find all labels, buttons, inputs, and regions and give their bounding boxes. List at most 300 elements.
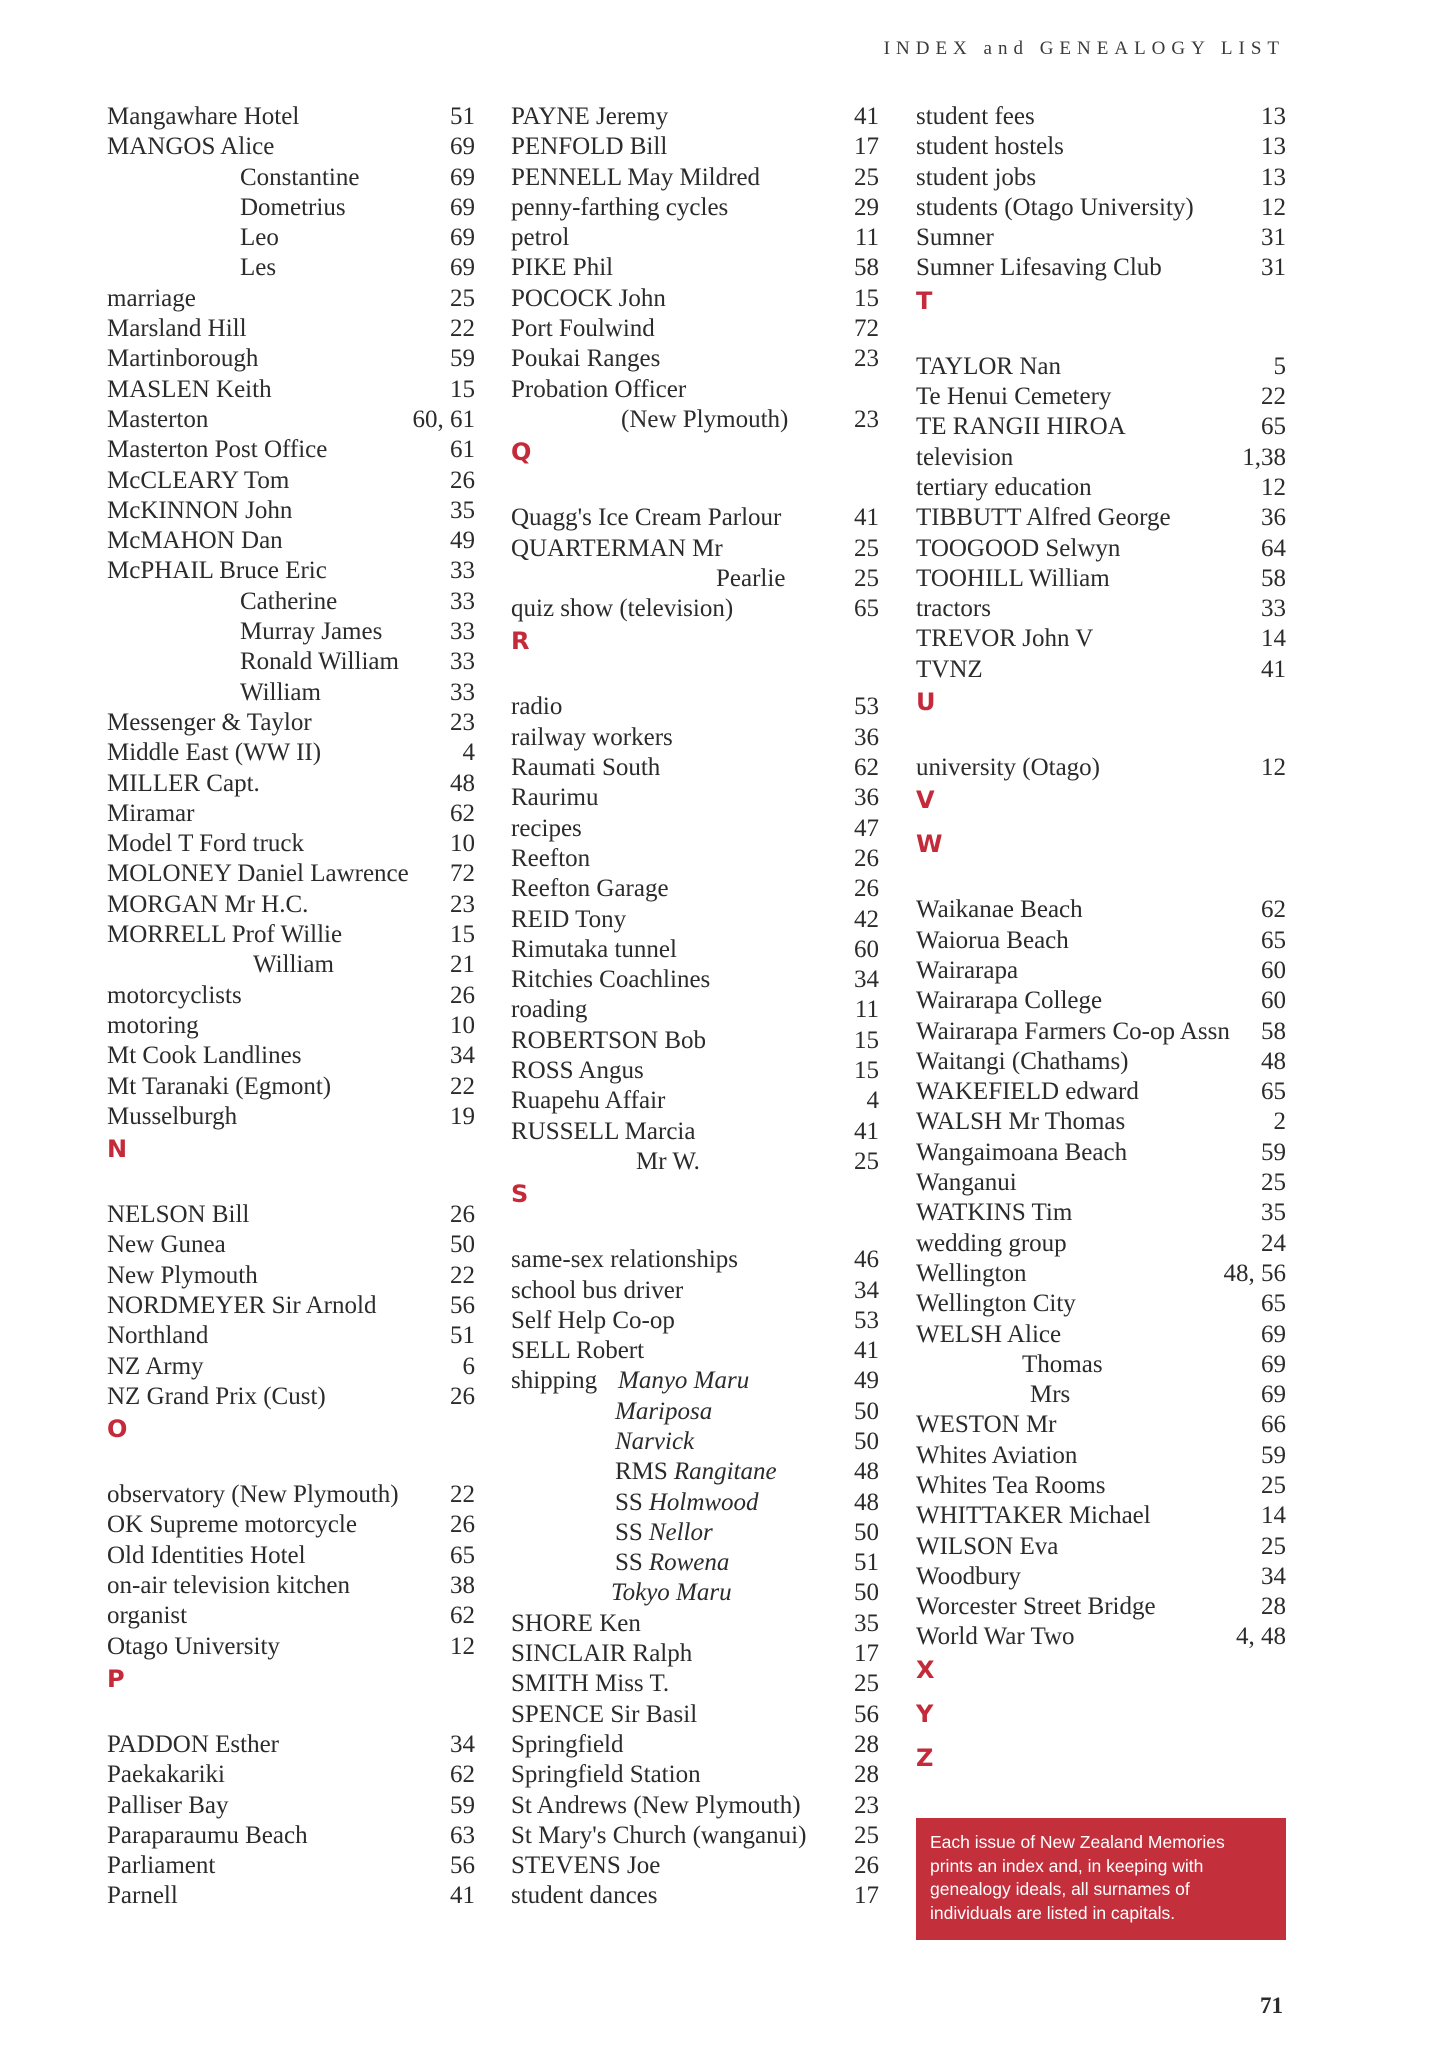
index-entry-pages: 58: [854, 254, 879, 282]
index-entry-term-text: student dances: [511, 1882, 658, 1910]
index-entry-term-text: wedding group: [916, 1229, 1067, 1257]
index-entry-term-text: Murray James: [240, 618, 383, 646]
index-entry-pages: 50: [450, 1231, 475, 1259]
index-entry-pages: 51: [854, 1549, 879, 1577]
index-entry-pages: 51: [450, 1322, 475, 1350]
index-entry-term: [107, 1291, 376, 1321]
index-entry-term: [107, 738, 321, 768]
index-entry-term: [916, 1107, 1125, 1137]
index-entry: [916, 503, 1286, 533]
index-entry-term-text: Mangawhare Hotel: [107, 103, 300, 130]
index-entry: [916, 594, 1286, 624]
index-entry: [511, 375, 879, 405]
ship-name: Mariposa: [615, 1397, 713, 1425]
index-entry-term-text: motoring: [107, 1011, 199, 1039]
index-entry-term: [107, 1571, 350, 1601]
index-entry-pages: 66: [1261, 1411, 1286, 1439]
index-entry-term: [916, 412, 1126, 442]
index-entry-pages: 4, 48: [1236, 1623, 1286, 1651]
index-entry-term: [916, 895, 1083, 925]
index-entry-term: [916, 1622, 1075, 1652]
index-entry-term-text: World War Two: [916, 1623, 1075, 1651]
index-entry-term-text: Middle East (WW II): [107, 739, 322, 767]
index-entry-term: [511, 594, 733, 624]
index-entry-term: [916, 473, 1092, 503]
index-entry-term: [107, 981, 242, 1011]
index-entry-pages: 26: [854, 875, 879, 903]
index-entry: [916, 926, 1286, 956]
index-entry-term: [511, 1336, 644, 1366]
index-entry: [107, 859, 475, 889]
index-entry: [916, 1320, 1286, 1350]
index-entry-term-text: Waiorua Beach: [916, 926, 1069, 954]
index-entry-pages: 72: [450, 860, 475, 888]
index-entry-pages: 64: [1261, 534, 1286, 562]
index-entry-term: [916, 1198, 1072, 1228]
index-entry: [107, 1851, 475, 1881]
index-entry: [107, 1291, 475, 1321]
index-entry: [511, 1366, 879, 1396]
letter-heading-text: Z: [916, 1743, 934, 1772]
index-entry-term-text: Old Identities Hotel: [107, 1541, 306, 1569]
index-entry: [511, 1609, 879, 1639]
index-entry-pages: 62: [450, 799, 475, 827]
index-entry-term-text: Wellington: [916, 1259, 1027, 1287]
index-entry-term-text: TE RANGII HIROA: [916, 413, 1126, 441]
index-entry-pages: 65: [854, 595, 879, 623]
index-entry-term-text: student fees: [916, 103, 1035, 130]
index-entry-pages: 23: [450, 890, 475, 918]
index-entry-pages: 11: [854, 224, 879, 252]
index-entry-pages: 25: [854, 163, 879, 191]
index-entry-pages: 65: [1261, 1078, 1286, 1106]
index-entry-term: [916, 193, 1194, 223]
index-entry: [511, 1147, 879, 1177]
index-entry-term: [107, 1230, 226, 1260]
index-entry: [107, 1541, 475, 1571]
index-entry: [511, 1851, 879, 1881]
index-entry: [107, 920, 475, 950]
index-entry-pages: 28: [1261, 1593, 1286, 1621]
ship-name: Holmwood: [648, 1488, 759, 1516]
index-entry-term-text: Poukai Ranges: [511, 345, 661, 373]
index-entry-term: [107, 132, 274, 162]
letter-heading-text: T: [916, 286, 933, 315]
index-entry-term-text: ROSS Angus: [511, 1057, 644, 1085]
letter-heading-text: W: [916, 830, 943, 859]
index-entry-term-text: NZ Grand Prix (Cust): [107, 1382, 326, 1410]
index-entry: [916, 1107, 1286, 1137]
index-entry-pages: 33: [1261, 595, 1286, 623]
index-entry-pages: 50: [854, 1518, 879, 1546]
index-entry-term: [916, 753, 1100, 783]
index-entry: [916, 895, 1286, 925]
index-entry-term-text: Waikanae Beach: [916, 896, 1083, 924]
index-entry-term: [916, 132, 1064, 162]
index-entry-term-text: MORGAN Mr H.C.: [107, 890, 309, 918]
index-entry-term: [253, 950, 334, 980]
index-entry-term-text: same-sex relationships: [511, 1246, 739, 1274]
index-entry-pages: 12: [450, 1632, 475, 1660]
index-entry-term-text: Sumner: [916, 224, 994, 252]
index-entry-term-text: TVNZ: [916, 655, 983, 683]
index-entry: [107, 375, 475, 405]
index-entry: [916, 1410, 1286, 1440]
index-entry-term: [916, 1320, 1061, 1350]
index-entry-term: [916, 624, 1093, 654]
letter-heading: [916, 783, 1286, 827]
index-entry-term-text: ROBERTSON Bob: [511, 1026, 707, 1054]
index-entry-term-text: observatory (New Plymouth): [107, 1481, 399, 1509]
index-entry-term: [511, 1117, 695, 1147]
index-entry-term-text: NORDMEYER Sir Arnold: [107, 1291, 377, 1319]
index-entry: [511, 1700, 879, 1730]
letter-heading-text: P: [107, 1664, 125, 1693]
index-entry-term: [511, 783, 599, 813]
index-entry: [916, 1532, 1286, 1562]
index-entry-term-text: Te Henui Cemetery: [916, 383, 1112, 411]
index-entry: [511, 905, 879, 935]
spacer: [511, 479, 879, 503]
index-entry-term-text: Reefton Garage: [511, 875, 669, 903]
index-entry-pages: 62: [450, 1761, 475, 1789]
index-entry-term-text: WELSH Alice: [916, 1320, 1062, 1348]
letter-heading: [511, 435, 879, 479]
index-entry: [107, 981, 475, 1011]
index-entry-term-text: penny-farthing cycles: [511, 193, 729, 221]
index-entry-pages: 13: [1261, 163, 1286, 191]
index-entry: [511, 1578, 879, 1608]
index-entry: [511, 844, 879, 874]
index-entry: [107, 769, 475, 799]
index-entry-term: [511, 1881, 657, 1911]
index-entry: [511, 1276, 879, 1306]
spacer: [511, 1221, 879, 1245]
index-entry-pages: 58: [1261, 564, 1286, 592]
index-entry-term: [511, 965, 710, 995]
index-entry-pages: 47: [854, 814, 879, 842]
index-entry: [107, 314, 475, 344]
index-entry: [511, 193, 879, 223]
index-entry-pages: 59: [450, 345, 475, 373]
index-entry-pages: 34: [854, 1276, 879, 1304]
index-entry-term-text: Whites Tea Rooms: [916, 1471, 1106, 1499]
index-entry-term-text: Self Help Co-op: [511, 1306, 675, 1334]
index-entry-term: [511, 1669, 669, 1699]
index-entry-term: [107, 1480, 399, 1510]
index-entry-term: [511, 163, 760, 193]
index-entry-pages: 69: [450, 163, 475, 191]
index-entry-pages: 51: [450, 103, 475, 130]
index-entry-pages: 22: [450, 1481, 475, 1509]
index-entry: [511, 594, 879, 624]
index-entry-term-text: STEVENS Joe: [511, 1852, 661, 1880]
index-entry-pages: 36: [854, 784, 879, 812]
index-entry-term: [511, 1760, 701, 1790]
index-entry: [511, 163, 879, 193]
index-entry-term-text: Catherine: [240, 587, 338, 615]
index-entry-term: [107, 1541, 306, 1571]
index-column-3: [916, 102, 1286, 1785]
index-entry-term-text: Pearlie: [716, 564, 786, 592]
index-entry-pages: 56: [450, 1291, 475, 1319]
letter-heading-text: Y: [916, 1699, 934, 1728]
index-entry-pages: 22: [450, 1072, 475, 1100]
index-entry-term: [107, 1601, 187, 1631]
index-entry-term: [916, 534, 1120, 564]
index-entry-term: [107, 496, 292, 526]
index-entry: [107, 1632, 475, 1662]
index-entry: [107, 587, 475, 617]
index-entry: [511, 314, 879, 344]
index-entry: [107, 102, 475, 132]
index-entry-term: [916, 1501, 1151, 1531]
spacer: [107, 1456, 475, 1480]
index-entry-term: [916, 1410, 1057, 1440]
index-entry-pages: 14: [1261, 1502, 1286, 1530]
ship-name: Rangitane: [673, 1458, 777, 1486]
index-entry-term-text: Wangaimoana Beach: [916, 1138, 1128, 1166]
index-entry-term: [615, 1488, 759, 1518]
index-entry: [107, 284, 475, 314]
spacer: [916, 729, 1286, 753]
index-entry-pages: 36: [1261, 504, 1286, 532]
index-entry-pages: 15: [450, 921, 475, 949]
index-entry-pages: 33: [450, 618, 475, 646]
index-entry: [511, 223, 879, 253]
index-entry: [511, 1117, 879, 1147]
index-entry-term-text: SS: [615, 1488, 643, 1516]
index-entry: [511, 1245, 879, 1275]
letter-heading: [916, 1741, 1286, 1785]
index-entry-pages: 15: [854, 1026, 879, 1054]
ship-name: Narvick: [615, 1427, 695, 1455]
index-entry-term-text: Whites Aviation: [916, 1441, 1078, 1469]
index-entry: [107, 253, 475, 283]
index-entry: [916, 1592, 1286, 1622]
index-entry-pages: 59: [450, 1791, 475, 1819]
index-entry-term: [916, 443, 1013, 473]
index-entry-term-text: WILSON Eva: [916, 1532, 1059, 1560]
index-entry-term: [107, 1382, 326, 1412]
index-entry-term-text: MANGOS Alice: [107, 133, 275, 161]
index-entry: [511, 935, 879, 965]
index-entry-pages: 6: [462, 1352, 475, 1380]
index-entry-pages: 25: [854, 1670, 879, 1698]
spacer: [511, 668, 879, 692]
index-entry-term: [916, 352, 1061, 382]
index-entry-pages: 35: [854, 1609, 879, 1637]
index-entry-term: [107, 1510, 357, 1540]
index-entry: [107, 1321, 475, 1351]
index-entry-term: [240, 647, 399, 677]
index-entry-term: [511, 844, 590, 874]
index-entry-term-text: Sumner Lifesaving Club: [916, 254, 1162, 282]
index-entry-term: [916, 1259, 1026, 1289]
index-entry-term-text: Mt Taranaki (Egmont): [107, 1072, 332, 1100]
index-entry-pages: 35: [1261, 1199, 1286, 1227]
index-entry-pages: 49: [854, 1367, 879, 1395]
index-entry-term: [240, 193, 346, 223]
index-entry-pages: 31: [1261, 224, 1286, 252]
index-entry: [107, 890, 475, 920]
index-entry-pages: 17: [854, 1882, 879, 1910]
index-entry-term-text: Palliser Bay: [107, 1791, 229, 1819]
index-entry-term: [107, 466, 289, 496]
index-entry-pages: 53: [854, 1306, 879, 1334]
index-entry-pages: 36: [854, 723, 879, 751]
index-entry-term: [916, 1441, 1077, 1471]
index-entry: [107, 556, 475, 586]
index-entry: [511, 1488, 879, 1518]
index-entry: [511, 874, 879, 904]
index-entry-term: [511, 253, 613, 283]
index-entry: [916, 1047, 1286, 1077]
index-entry-term-text: Paraparaumu Beach: [107, 1821, 308, 1849]
index-entry-term-text: shipping: [511, 1367, 598, 1395]
index-entry: [511, 1397, 879, 1427]
index-entry: [107, 799, 475, 829]
index-entry: [916, 564, 1286, 594]
index-entry: [107, 1571, 475, 1601]
index-entry-pages: 61: [450, 436, 475, 464]
index-entry-term: [511, 1086, 665, 1116]
index-entry-pages: 69: [450, 254, 475, 282]
index-entry: [511, 1639, 879, 1669]
letter-heading-text: R: [511, 627, 530, 656]
index-entry-term-text: marriage: [107, 284, 196, 312]
index-entry-term: [916, 1168, 1017, 1198]
index-entry-term-text: MILLER Capt.: [107, 769, 260, 797]
index-entry-pages: 65: [1261, 1290, 1286, 1318]
index-entry-term: [511, 1026, 706, 1056]
index-entry-term: [107, 859, 409, 889]
index-entry-pages: 63: [450, 1821, 475, 1849]
index-entry-pages: 12: [1261, 193, 1286, 221]
index-entry-term-text: school bus driver: [511, 1276, 684, 1304]
letter-heading-text: V: [916, 786, 935, 815]
index-entry-term: [511, 193, 728, 223]
index-entry-pages: 69: [450, 224, 475, 252]
index-entry-term-text: Masterton: [107, 405, 209, 433]
index-entry-term: [107, 405, 208, 435]
index-entry-pages: 69: [1261, 1381, 1286, 1409]
index-entry: [511, 965, 879, 995]
index-entry-term: [916, 102, 1035, 132]
index-entry-term-text: Marsland Hill: [107, 315, 247, 343]
index-entry: [107, 1230, 475, 1260]
index-entry: [107, 1601, 475, 1631]
index-entry: [511, 1026, 879, 1056]
index-entry-term: [916, 1562, 1021, 1592]
index-entry-term-text: Quagg's Ice Cream Parlour: [511, 504, 782, 532]
index-entry-term: [1030, 1380, 1070, 1410]
index-entry: [916, 352, 1286, 382]
index-entry-pages: 23: [450, 708, 475, 736]
index-entry-pages: 13: [1261, 133, 1286, 161]
index-entry-term-text: Reefton: [511, 844, 591, 872]
index-entry-term: [511, 905, 626, 935]
index-entry-pages: 65: [450, 1541, 475, 1569]
index-entry-term-text: PIKE Phil: [511, 254, 614, 282]
index-entry-pages: 69: [450, 133, 475, 161]
index-entry-pages: 25: [854, 1147, 879, 1175]
index-entry: [916, 102, 1286, 132]
index-entry-term-text: SPENCE Sir Basil: [511, 1700, 698, 1728]
index-entry-term: [916, 253, 1162, 283]
index-entry-pages: 60: [1261, 987, 1286, 1015]
index-entry-term-text: TOOGOOD Selwyn: [916, 534, 1121, 562]
index-entry-term: [107, 1760, 225, 1790]
index-entry: [107, 1261, 475, 1291]
index-entry-term: [511, 503, 781, 533]
index-entry: [916, 986, 1286, 1016]
index-entry-pages: 28: [854, 1761, 879, 1789]
index-entry: [916, 1017, 1286, 1047]
index-entry-term: [615, 1518, 713, 1548]
index-entry-term-text: SHORE Ken: [511, 1609, 641, 1637]
index-entry: [916, 132, 1286, 162]
index-entry-pages: 33: [450, 587, 475, 615]
index-entry-pages: 22: [450, 1261, 475, 1289]
index-entry: [916, 1077, 1286, 1107]
index-entry-term-text: William: [253, 951, 334, 979]
index-entry: [107, 132, 475, 162]
index-entry: [511, 753, 879, 783]
index-entry-term: [511, 375, 686, 405]
index-entry: [511, 1086, 879, 1116]
ship-name: Manyo Maru: [618, 1367, 750, 1395]
index-entry: [916, 412, 1286, 442]
index-entry-term-text: railway workers: [511, 723, 673, 751]
index-entry: [916, 193, 1286, 223]
index-entry: [107, 1072, 475, 1102]
index-entry-pages: 60, 61: [412, 405, 475, 433]
index-entry: [107, 1480, 475, 1510]
index-entry-term-text: SS: [615, 1518, 643, 1546]
index-entry-pages: 26: [450, 981, 475, 1009]
index-entry-pages: 48: [1261, 1047, 1286, 1075]
index-entry: [916, 1198, 1286, 1228]
index-entry-pages: 65: [1261, 926, 1286, 954]
index-entry-term-text: SINCLAIR Ralph: [511, 1640, 693, 1668]
index-entry-term: [916, 163, 1036, 193]
index-entry-term: [107, 890, 308, 920]
index-entry-term-text: PADDON Esther: [107, 1730, 279, 1758]
index-entry-term-text: Wanganui: [916, 1169, 1017, 1197]
index-entry-pages: 12: [1261, 473, 1286, 501]
index-entry-term: [916, 655, 983, 685]
index-entry-term-text: WATKINS Tim: [916, 1199, 1073, 1227]
index-entry: [511, 405, 879, 435]
index-entry: [107, 223, 475, 253]
index-entry: [511, 1056, 879, 1086]
index-entry-term: [916, 594, 991, 624]
index-entry-pages: 46: [854, 1246, 879, 1274]
index-entry: [107, 193, 475, 223]
index-entry-term: [107, 708, 312, 738]
letter-heading-text: N: [107, 1135, 128, 1164]
index-entry-term-text: TOOHILL William: [916, 564, 1110, 592]
index-entry-pages: 25: [854, 534, 879, 562]
index-entry-term-text: PAYNE Jeremy: [511, 103, 669, 130]
index-entry: [511, 1881, 879, 1911]
index-entry-term: [511, 753, 660, 783]
index-entry-term-text: Parliament: [107, 1852, 216, 1880]
index-entry: [916, 624, 1286, 654]
index-entry-term: [107, 344, 258, 374]
index-entry-term-text: RMS: [615, 1458, 668, 1486]
